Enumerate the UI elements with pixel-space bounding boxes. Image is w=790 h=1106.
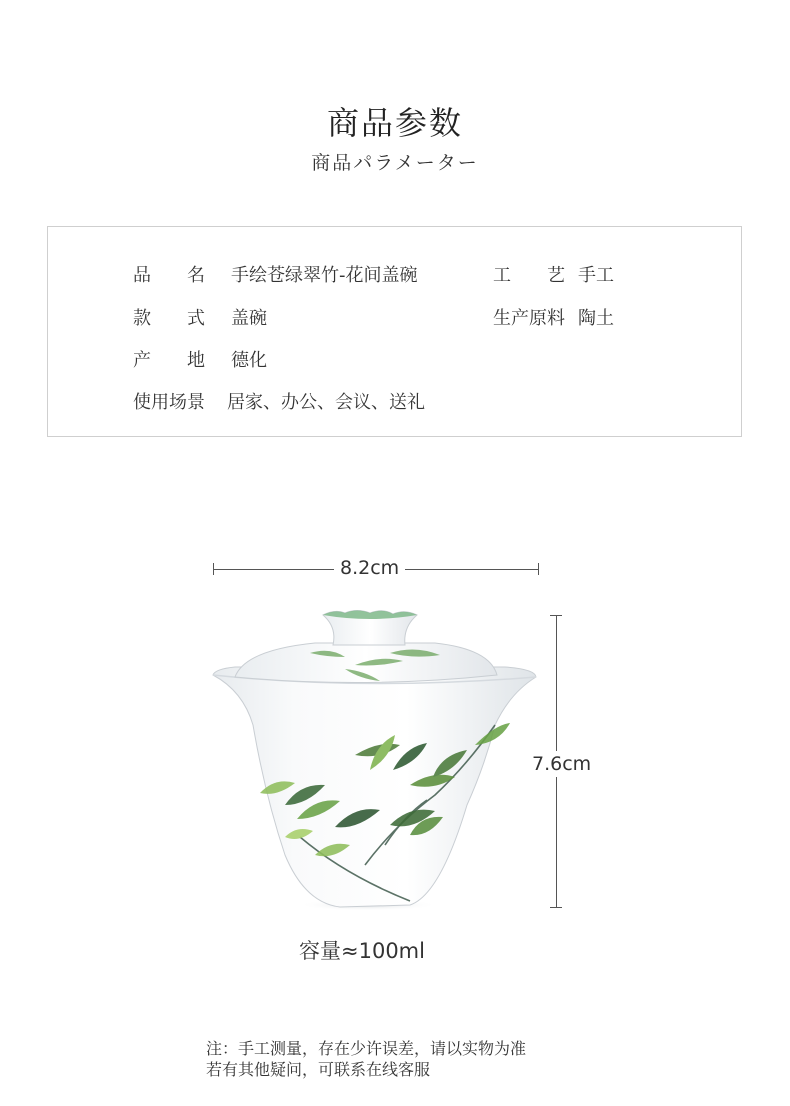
param-row-material [493, 304, 614, 330]
note-line-1: 注：手工测量，存在少许误差，请以实物为准 [206, 1039, 527, 1058]
gaiwan-image [205, 605, 545, 915]
param-usage-value: 居家、办公、会议、送礼 [227, 392, 425, 413]
param-craft-label: 工 艺 [493, 265, 565, 286]
page-subtitle: 商品パラメーター [311, 152, 479, 174]
param-origin-label: 产 地 [133, 350, 205, 371]
param-style-value: 盖碗 [231, 308, 267, 329]
param-name-label: 品 名 [133, 265, 205, 286]
param-usage-label: 使用场景 [133, 392, 205, 413]
param-row-origin [133, 346, 267, 372]
width-dimension-label: 8.2cm [334, 557, 405, 579]
param-row-usage [133, 388, 425, 414]
param-row-style [133, 304, 267, 330]
param-craft-value: 手工 [578, 265, 614, 286]
param-style-label: 款 式 [133, 308, 205, 329]
height-dimension-label: 7.6cm [532, 753, 592, 775]
capacity-label: 容量≈100ml [299, 939, 425, 963]
param-row-name [133, 261, 418, 287]
page-title: 商品参数 [326, 104, 463, 142]
param-material-label: 生产原料 [493, 308, 565, 329]
params-table [47, 226, 742, 437]
param-origin-value: 德化 [231, 350, 267, 371]
param-row-craft [493, 261, 614, 287]
param-material-value: 陶土 [578, 308, 614, 329]
note-line-2: 若有其他疑问，可联系在线客服 [206, 1060, 431, 1079]
param-name-value: 手绘苍绿翠竹-花间盖碗 [231, 265, 418, 286]
